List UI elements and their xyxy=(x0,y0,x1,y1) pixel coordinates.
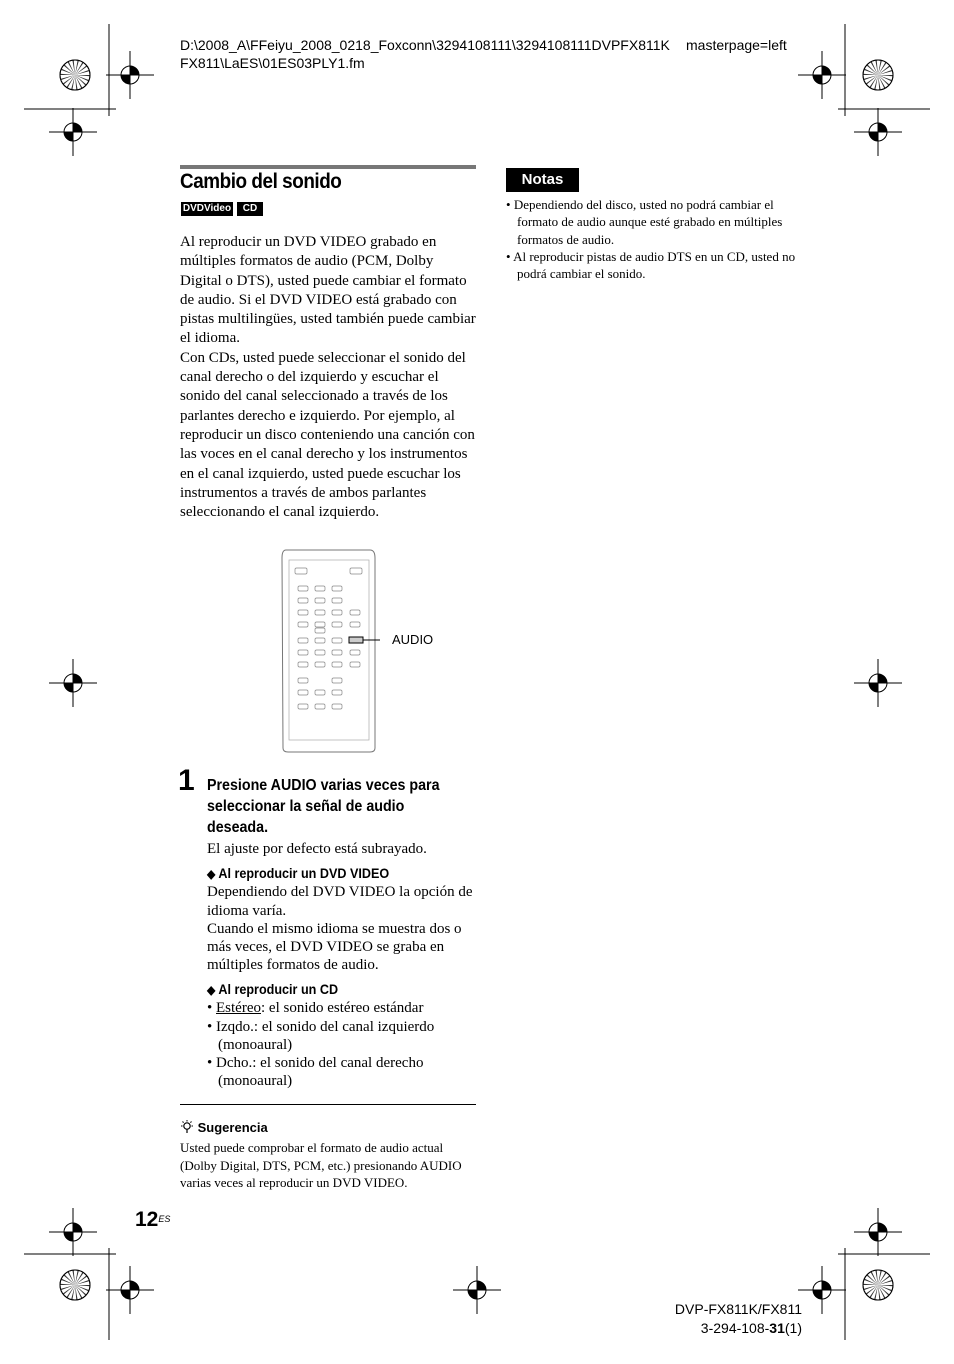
page-lang: ES xyxy=(158,1214,171,1224)
file-path-line1: D:\2008_A\FFeiyu_2008_0218_Foxconn\3294108111\3294108111DVPFX811K xyxy=(180,37,670,53)
notes-list xyxy=(506,196,806,282)
step-number: 1 xyxy=(178,764,195,797)
lightbulb-icon xyxy=(180,1120,194,1134)
dvd-video-badge: DVDVideo xyxy=(182,203,232,214)
dvd-subsection xyxy=(207,864,477,975)
cd-option-name: Estéreo xyxy=(216,1000,261,1017)
footer-code-suffix: (1) xyxy=(784,1320,802,1336)
notes-heading: Notas xyxy=(506,168,579,192)
page-number-value: 12 xyxy=(135,1208,159,1231)
default-note: El ajuste por defecto está subrayado. xyxy=(207,841,427,857)
note-item-text: Dependiendo del disco, usted no podrá cambiar el formato de audio aunque esté grabado en múltiples formatos de audio. xyxy=(513,197,783,247)
audio-button xyxy=(349,637,363,643)
footer-code-bold: 31 xyxy=(769,1320,785,1336)
cd-option: • Izqdo.: el sonido del canal izquierdo (monoaural) xyxy=(207,1018,435,1053)
diamond-icon: ◆ xyxy=(207,867,216,881)
tip-text: Usted puede comprobar el formato de audio actual (Dolby Digital, DTS, PCM, etc.) presionando AUDIO varias veces al reproducir un DVD VIDEO. xyxy=(180,1140,462,1190)
cd-option: • Dcho.: el sonido del canal derecho (monoaural) xyxy=(207,1055,424,1090)
dvd-text-2: Cuando el mismo idioma se muestra dos o más veces, el DVD VIDEO se graba en múltiples formatos de audio. xyxy=(207,920,462,974)
remote-control-illustration xyxy=(280,548,380,754)
master-page-label: masterpage=left xyxy=(686,37,787,53)
dvd-subheading: Al reproducir un DVD VIDEO xyxy=(218,865,390,881)
cd-subsection xyxy=(207,980,477,1091)
footer-model: DVP-FX811K/FX811 xyxy=(674,1301,802,1317)
page-number xyxy=(135,1208,170,1232)
cd-badge: CD xyxy=(237,202,263,216)
intro-text xyxy=(180,233,476,522)
note-item: • Dependiendo del disco, usted no podrá cambiar el formato de audio aunque esté grabado en múltiples formatos de audio. xyxy=(506,197,783,247)
cd-option-name: Dcho. xyxy=(216,1055,253,1072)
note-item-text: Al reproducir pistas de audio DTS en un CD, usted no podrá cambiar el sonido. xyxy=(513,248,796,282)
footer-code-prefix: 3-294-108- xyxy=(700,1320,770,1336)
tip-divider xyxy=(180,1104,476,1105)
dvd-text-1: Dependiendo del DVD VIDEO la opción de idioma varía. xyxy=(207,884,473,919)
file-path-line2: FX811\LaES\01ES03PLY1.fm xyxy=(180,55,365,71)
tip-heading xyxy=(180,1120,268,1135)
tip-title: Sugerencia xyxy=(197,1120,268,1135)
audio-callout-label: AUDIO xyxy=(392,632,434,647)
cd-option-desc: : el sonido estéreo estándar xyxy=(261,1000,424,1017)
footer-code xyxy=(701,1319,802,1338)
cd-subheading: Al reproducir un CD xyxy=(218,981,339,997)
title-rule xyxy=(180,165,476,169)
intro-paragraph-1: Al reproducir un DVD VIDEO grabado en múltiples formatos de audio (PCM, Dolby Digital o DTS), usted puede cambiar el formato de audio. Si el DVD VIDEO está grabado con pistas multilingües, usted también puede cambiar el idioma. xyxy=(180,234,476,347)
step-title: Presione AUDIO varias veces para seleccionar la señal de audio deseada. xyxy=(207,777,440,836)
note-item: • Al reproducir pistas de audio DTS en un CD, usted no podrá cambiar el sonido. xyxy=(506,248,796,282)
cd-option-desc: : el sonido del canal derecho (monoaural) xyxy=(218,1055,424,1090)
cd-option-desc: : el sonido del canal izquierdo (monoaural) xyxy=(218,1018,435,1053)
diamond-icon: ◆ xyxy=(207,983,216,997)
intro-paragraph-2: Con CDs, usted puede seleccionar el sonido del canal derecho o del izquierdo y escuchar el sonido del canal seleccionado a través de los parlantes derecho e izquierdo. Por ejemplo, al reproducir un disco conteniendo una canción con las voces en el canal derecho y los instrumentos en el canal izquierdo, usted puede escuchar los instrumentos a través de ambos parlantes seleccionando el canal izquierdo. xyxy=(180,349,475,521)
section-title: Cambio del sonido xyxy=(180,170,342,193)
cd-option: • Estéreo: el sonido estéreo estándar xyxy=(207,1000,424,1017)
cd-option-name: Izqdo. xyxy=(216,1018,254,1035)
